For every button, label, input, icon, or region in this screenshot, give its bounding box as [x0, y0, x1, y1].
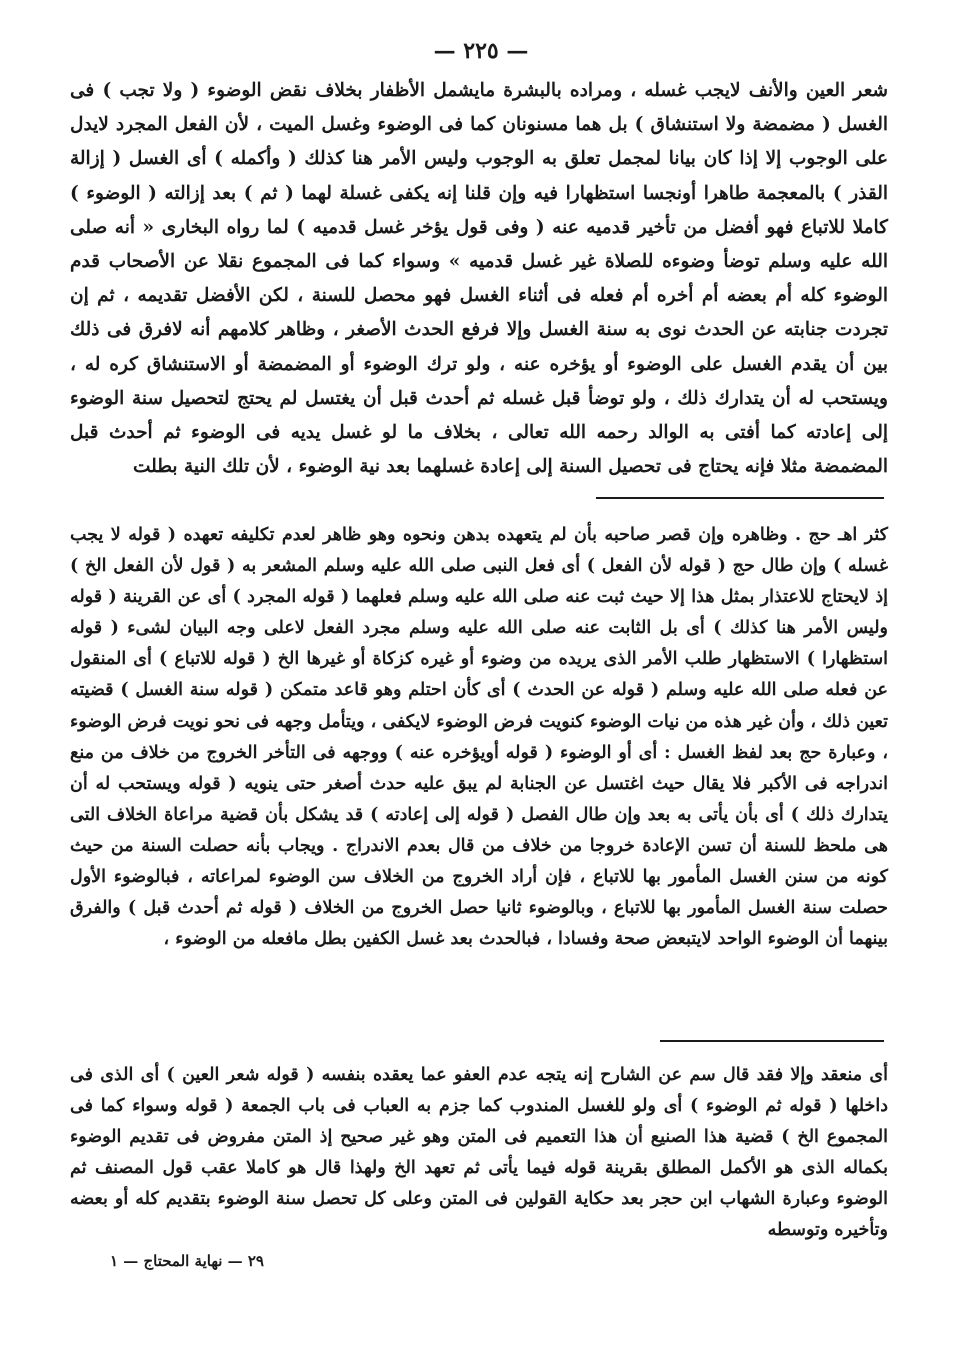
main-text-block — [70, 74, 888, 484]
commentary-paragraph-2: أى منعقد وإلا فقد قال سم عن الشارح إنه يتجه عدم العفو عما يعقده بنفسه ( قوله شعر العين ) أى الذى فى داخلها ( قوله ثم الوضوء ) أى ولو للغسل المندوب كما جزم به العباب فى باب الجمعة ( قوله وسواء كما فى المجموع الخ ) قضية هذا الصنيع أن هذا التعميم فى المتن وهو غير صحيح إذ المتن مفروض فى تقديم الوضوء بكماله الذى هو الأكمل المطلق بقرينة قوله فيما يأتى ثم تعهد الخ ولهذا قال هو كاملا عقب قول المصنف ثم الوضوء وعبارة الشهاب ابن حجر بعد حكاية القولين فى المتن وعلى كل تحصل سنة الوضوء بتقديم كله أو بعضه وتأخيره وتوسطه — [70, 1065, 888, 1240]
page-number: — ٢٢٥ — — [433, 38, 529, 64]
footer-signature: ٢٩ — نهاية المحتاج — ١ — [109, 1252, 264, 1270]
commentary-block-2 — [70, 1060, 888, 1246]
commentary-block-1 — [70, 520, 888, 955]
section-divider-1 — [596, 497, 884, 499]
main-text-paragraph: شعر العين والأنف لايجب غسله ، ومراده بالبشرة مايشمل الأظفار بخلاف نقض الوضوء ( ولا تجب ) فى الغسل ( مضمضة ولا استنشاق ) بل هما مسنونان كما فى الوضوء وغسل الميت ، لأن الفعل المجرد لايدل على الوجوب إلا إذا كان بيانا لمجمل تعلق به الوجوب وليس الأمر هنا كذلك ( وأكمله ) أى الغسل ( إزالة القذر ) بالمعجمة طاهرا أونجسا استظهارا فيه وإن قلنا إنه يكفى غسلة لهما ( ثم ) بعد إزالته ( الوضوء ) كاملا للاتباع فهو أفضل من تأخير قدميه عنه ( وفى قول يؤخر غسل قدميه ) لما رواه البخارى « أنه صلى الله عليه وسلم توضأ وضوءه للصلاة غير غسل قدميه » وسواء كما فى المجموع نقلا عن الأصحاب قدم الوضوء كله أم بعضه أم أخره أم فعله فى أثناء الغسل فهو محصل للسنة ، لكن الأفضل تقديمه ، ثم إن تجردت جنابته عن الحدث نوى به سنة الغسل وإلا فرفع الحدث الأصغر ، وظاهر كلامهم أنه لافرق فى ذلك بين أن يقدم الغسل على الوضوء أو يؤخره عنه ، ولو ترك الوضوء أو المضمضة أو الاستنشاق كره له ، ويستحب له أن يتدارك ذلك ، ولو توضأ قبل غسله ثم أحدث قبل أن يغتسل لم يحتج لتحصيل سنة الوضوء إلى إعادته كما أفتى به الوالد رحمه الله تعالى ، بخلاف ما لو غسل يديه فى الوضوء ثم أحدث قبل المضمضة مثلا فإنه يحتاج فى تحصيل السنة إلى إعادة غسلهما بعد نية الوضوء ، لأن تلك النية بطلت — [70, 80, 888, 478]
commentary-paragraph-1: كثر اهـ حج . وظاهره وإن قصر صاحبه بأن لم يتعهده بدهن ونحوه وهو ظاهر لعدم تكليفه تعهده ( قوله لا يجب غسله ) وإن طال حج ( قوله لأن الفعل ) أى فعل النبى صلى الله عليه وسلم المشعر به ( قول لأن الفعل الخ ) إذ لايحتاج للاعتذار بمثل هذا إلا حيث ثبت عنه صلى الله عليه وسلم فعلهما ( قوله المجرد ) أى عن القرينة ( قوله وليس الأمر هنا كذلك ) أى بل الثابت عنه صلى الله عليه وسلم مجرد الفعل لاعلى وجه البيان لشىء ( قوله استظهارا ) الاستظهار طلب الأمر الذى يريده من وضوء أو غيره كزكاة أو غيرها الخ ( قوله للاتباع ) أى المنقول عن فعله صلى الله عليه وسلم ( قوله عن الحدث ) أى كأن احتلم وهو قاعد متمكن ( قوله سنة الغسل ) قضيته تعين ذلك ، وأن غير هذه من نيات الوضوء كنويت فرض الوضوء لايكفى ، ويتأمل وجهه فى نحو نويت فرض الوضوء ، وعبارة حج بعد لفظ الغسل : أى أو الوضوء ( قوله أويؤخره عنه ) ووجهه فى التأخر الخروج من خلاف من منع اندراجه فى الأكبر فلا يقال حيث اغتسل عن الجنابة لم يبق عليه حدث أصغر حتى ينويه ( قوله ويستحب له أن يتدارك ذلك ) أى بأن يأتى به بعد وإن طال الفصل ( قوله إلى إعادته ) قد يشكل بأن قضية مراعاة الخلاف التى هى ملحظ للسنة أن تسن الإعادة خروجا من خلاف من قال بعدم الاندراج . ويجاب بأنه حصلت السنة من حيث كونه من سنن الغسل المأمور بها للاتباع ، فإن أراد الخروج من الخلاف سن الوضوء لمراعاته ، فبالوضوء الأول حصلت سنة الغسل المأمور بها للاتباع ، وبالوضوء ثانيا حصل الخروج من الخلاف ( قوله ثم أحدث قبل ) والفرق بينهما أن الوضوء الواحد لايتبعض صحة وفسادا ، فبالحدث بعد غسل الكفين بطل مافعله من الوضوء ، — [70, 525, 888, 950]
section-divider-2 — [660, 1040, 884, 1042]
